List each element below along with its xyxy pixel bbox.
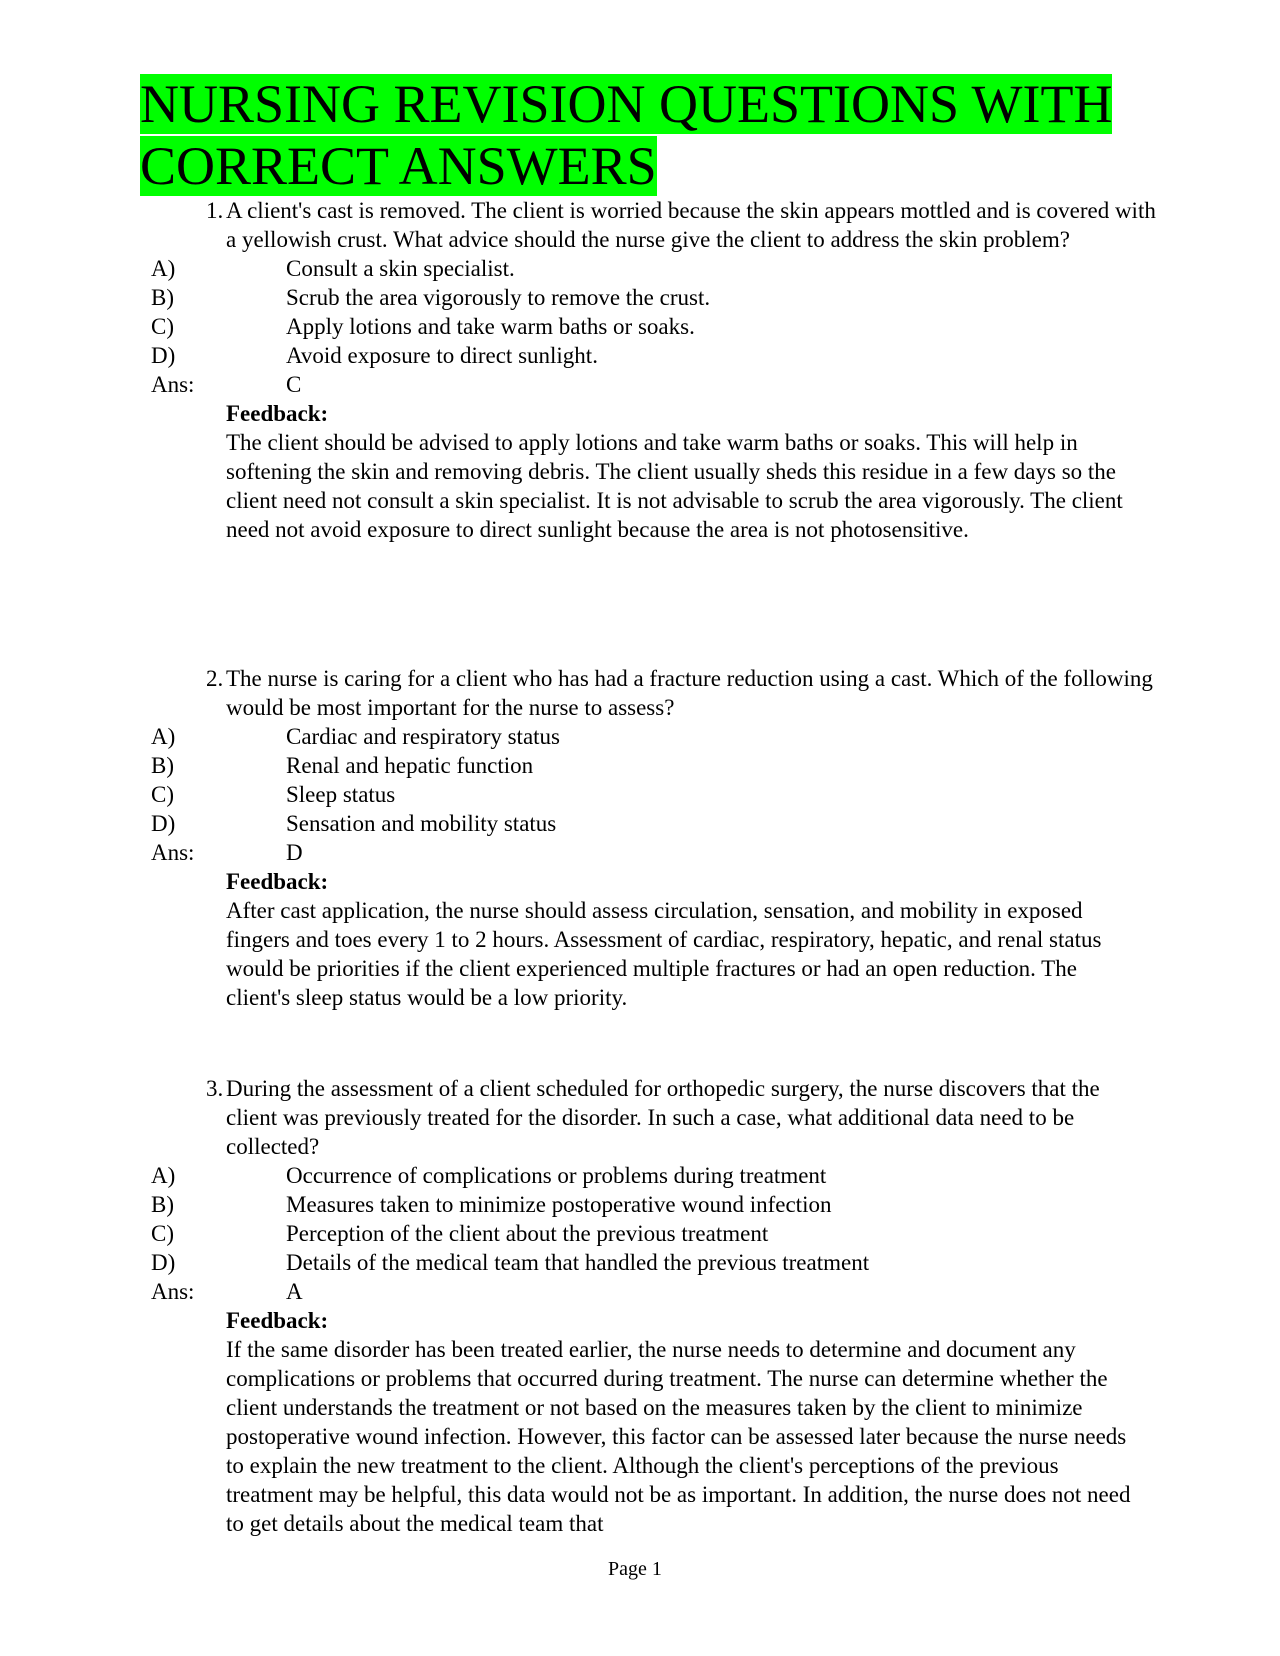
option-text: Apply lotions and take warm baths or soaks. [286, 314, 695, 339]
option-letter: C) [151, 782, 174, 807]
option-letter: B) [151, 285, 174, 310]
option-b [140, 1190, 1140, 1219]
feedback-label: Feedback: [226, 401, 329, 426]
option-d [140, 1248, 1140, 1277]
option-letter: A) [151, 256, 176, 281]
question-text: A client's cast is removed. The client is worried because the skin appears mottled and is covered with a yellowish crust. What advice should the nurse give the client to address the skin problem? [226, 198, 1156, 252]
question-2 [140, 664, 1153, 1012]
answer-value: A [286, 1279, 303, 1304]
question-stem [140, 1074, 1156, 1161]
feedback-text: After cast application, the nurse should assess circulation, sensation, and mobility in exposed fingers and toes every 1 to 2 hours. Assessment of cardiac, respiratory, hepatic, and renal status would be priorities if the client experienced multiple fractures or had an open reduction. The client's sleep status would be a low priority. [226, 898, 1102, 1010]
option-text: Details of the medical team that handled the previous treatment [286, 1250, 870, 1275]
option-d [140, 809, 1140, 838]
option-text: Sleep status [286, 782, 396, 807]
page-number: Page 1 [608, 1558, 662, 1580]
document-title [140, 73, 1140, 197]
question-3 [140, 1074, 1140, 1538]
answer-value: C [286, 372, 302, 397]
option-text: Renal and hepatic function [286, 753, 534, 778]
answer-row [140, 838, 1140, 867]
option-text: Sensation and mobility status [286, 811, 557, 836]
option-letter: D) [151, 1250, 176, 1275]
option-c [140, 312, 1140, 341]
answer-label: Ans: [151, 840, 195, 865]
question-stem [140, 196, 1156, 254]
option-c [140, 780, 1140, 809]
answer-label: Ans: [151, 1279, 195, 1304]
option-letter: B) [151, 753, 174, 778]
question-stem [140, 664, 1156, 722]
question-number: 2. [206, 666, 224, 691]
option-text: Consult a skin specialist. [286, 256, 515, 281]
title-line-1: NURSING REVISION QUESTIONS WITH [140, 74, 1113, 134]
feedback-label: Feedback: [226, 1308, 329, 1333]
option-letter: B) [151, 1192, 174, 1217]
option-letter: D) [151, 343, 176, 368]
option-d [140, 341, 1140, 370]
option-a [140, 254, 1140, 283]
option-text: Perception of the client about the previous treatment [286, 1221, 769, 1246]
feedback-text: The client should be advised to apply lotions and take warm baths or soaks. This will help in softening the skin and removing debris. The client usually sheds this residue in a few days so the client need not consult a skin specialist. It is not advisable to scrub the area vigorously. The client need not avoid exposure to direct sunlight because the area is not photosensitive. [226, 430, 1123, 542]
option-b [140, 751, 1140, 780]
feedback-label: Feedback: [226, 869, 329, 894]
option-text: Cardiac and respiratory status [286, 724, 560, 749]
answer-row [140, 370, 1140, 399]
option-text: Occurrence of complications or problems during treatment [286, 1163, 827, 1188]
option-a [140, 1161, 1140, 1190]
option-a [140, 722, 1140, 751]
answer-value: D [286, 840, 303, 865]
question-text: During the assessment of a client scheduled for orthopedic surgery, the nurse discovers that the client was previously treated for the disorder. In such a case, what additional data need to be collected? [226, 1076, 1100, 1159]
question-number: 3. [206, 1076, 224, 1101]
option-text: Measures taken to minimize postoperative wound infection [286, 1192, 832, 1217]
question-number: 1. [206, 198, 224, 223]
option-c [140, 1219, 1140, 1248]
answer-row [140, 1277, 1140, 1306]
answer-label: Ans: [151, 372, 195, 397]
question-1 [140, 196, 1156, 544]
option-text: Avoid exposure to direct sunlight. [286, 343, 598, 368]
option-letter: A) [151, 724, 176, 749]
option-text: Scrub the area vigorously to remove the crust. [286, 285, 711, 310]
question-text: The nurse is caring for a client who has had a fracture reduction using a cast. Which of the following would be most important for the nurse to assess? [226, 666, 1153, 720]
option-letter: C) [151, 1221, 174, 1246]
option-letter: A) [151, 1163, 176, 1188]
option-b [140, 283, 1140, 312]
option-letter: C) [151, 314, 174, 339]
title-line-2: CORRECT ANSWERS [140, 136, 657, 196]
option-letter: D) [151, 811, 176, 836]
feedback-text: If the same disorder has been treated earlier, the nurse needs to determine and document any complications or problems that occurred during treatment. The nurse can determine whether the client understands the treatment or not based on the measures taken by the client to minimize postoperative wound infection. However, this factor can be assessed later because the nurse needs to explain the new treatment to the client. Although the client's perceptions of the previous treatment may be helpful, this data would not be as important. In addition, the nurse does not need to get details about the medical team that [226, 1337, 1131, 1536]
